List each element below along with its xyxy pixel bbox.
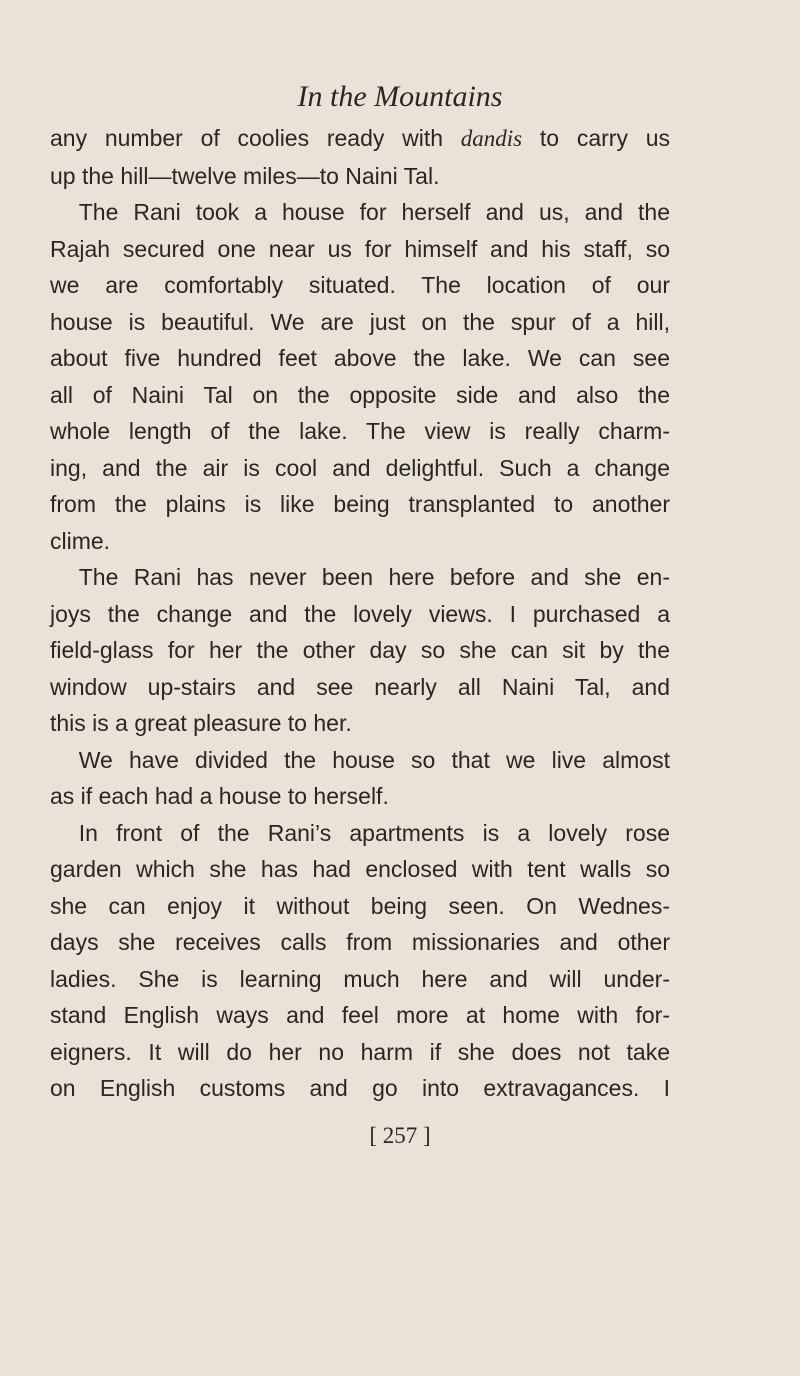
page-number: [ 257 ] [369,1123,431,1148]
text-line: house is beautiful. We are just on the spur of a hill, [50,308,670,335]
running-head: In the Mountains [297,80,503,113]
text-line: all of Naini Tal on the opposite side and also the [50,381,670,408]
body-text [50,120,670,1107]
text-line: We have divided the house so that we live almost [78,746,670,773]
text-line: from the plains is like being transplanted to another [50,491,670,517]
text-line: days she receives calls from missionaries and other [50,929,670,955]
text-line: stand English ways and feel more at home with for- [50,1002,670,1028]
text-line: any number of coolies ready with dandis to carry us [50,125,670,151]
text-line: as if each had a house to herself. [50,783,389,809]
text-line: this is a great pleasure to her. [50,710,352,736]
italic-word: dandis [460,126,523,151]
text-line: about five hundred feet above the lake. We can see [50,345,670,371]
text-line: The Rani has never been here before and she en- [78,564,670,590]
text-line: window up-stairs and see nearly all Naini Tal, and [50,673,670,700]
text-line: eigners. It will do her no harm if she does not take [50,1038,670,1065]
text-line: The Rani took a house for herself and us, and the [78,199,670,225]
text-line: on English customs and go into extravagances. I [50,1075,670,1101]
text-line: we are comfortably situated. The location of our [50,272,670,298]
text-line: joys the change and the lovely views. I purchased a [50,600,670,627]
text-line: she can enjoy it without being seen. On Wednes- [50,892,670,919]
text-line: ing, and the air is cool and delightful. Such a change [50,454,670,481]
text-line: whole length of the lake. The view is really charm- [50,418,670,444]
text-line: Rajah secured one near us for himself and his staff, so [50,235,670,262]
text-line: garden which she has had enclosed with tent walls so [50,856,670,882]
text-line: clime. [50,527,111,554]
text-line: up the hill—twelve miles—to Naini Tal. [50,162,440,189]
text-line: In front of the Rani’s apartments is a lovely rose [78,819,670,846]
text-line: ladies. She is learning much here and will under- [50,965,670,992]
text-line: field-glass for her the other day so she can sit by the [50,637,670,663]
